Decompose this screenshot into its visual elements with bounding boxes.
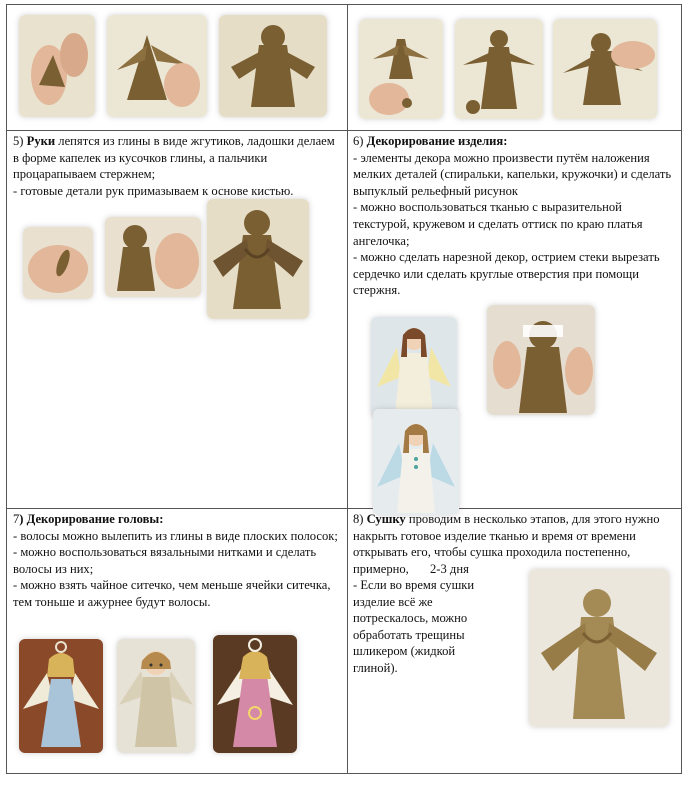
step5-title: Руки xyxy=(26,134,56,148)
step6-title: Декорирование изделия: xyxy=(366,134,508,148)
step8-title: Сушку xyxy=(366,512,406,526)
step8-text-bottom xyxy=(353,577,493,677)
photo-wings-1 xyxy=(359,19,443,119)
photo-hands-1 xyxy=(23,227,93,299)
step7-text xyxy=(13,511,341,611)
step5-text xyxy=(13,133,341,199)
photo-body-shaping-2 xyxy=(107,15,207,117)
step8-text xyxy=(353,511,679,577)
photo-head-angel-2 xyxy=(117,639,195,753)
photo-hands-2 xyxy=(105,217,201,297)
step5-number: 5) xyxy=(13,134,27,148)
photo-head-angel-3 xyxy=(213,635,297,753)
step8-days: 2-3 дня xyxy=(429,561,469,576)
step7-number: 7 xyxy=(13,512,20,526)
step8-number: 8) xyxy=(353,512,367,526)
photo-wings-3 xyxy=(553,19,657,119)
step7-title: ) Декорирование головы: xyxy=(19,512,164,526)
photo-decor-angel-yellow xyxy=(371,317,457,417)
step5-body: лепятся из глины в виде жгутиков, ладошки делаем в форме капелек из кусочков глины, а пальчики процарапываем стержнем; - готовые детали рук примазываем к основе кистью. xyxy=(13,134,335,198)
photo-body-shaping-1 xyxy=(19,15,95,117)
column-divider xyxy=(347,5,348,773)
instruction-table xyxy=(6,4,682,774)
step6-number: 6) xyxy=(353,134,367,148)
photo-wings-2 xyxy=(455,19,543,119)
photo-head-angel-1 xyxy=(19,639,103,753)
step8-body-top: проводим в несколько этапов, для этого нужно накрыть готовое изделие тканью и время от времени открывать его, чтобы сушка проходила постепенно, примерно, xyxy=(353,512,660,576)
photo-body-shaping-3 xyxy=(219,15,327,117)
step6-text xyxy=(353,133,681,299)
step8-body-bottom: - Если во время сушки изделие всё же потрескалось, можно обработать трещины шликером (жидкой глиной). xyxy=(353,578,475,675)
photo-decor-angel-blue xyxy=(373,409,459,515)
row-divider xyxy=(7,130,681,131)
row-divider xyxy=(7,508,681,509)
photo-decor-lace xyxy=(487,305,595,415)
step7-body: - волосы можно вылепить из глины в виде плоских полосок; - можно воспользоваться вязальными нитками и сделать волосы из них; - можно взять чайное ситечко, чем меньше ячейки ситечка, тем тоньше и ажурнее будут волосы. xyxy=(13,528,338,609)
step6-body: - элементы декора можно произвести путём наложения мелких деталей (спиральки, капельки, кружочки) и сделать выпуклый рельефный рисунок - можно воспользоваться тканью с выразительной текстурой, кружевом и сделать оттиск по краю платья ангелочка; - можно сделать нарезной декор, острием стеки вырезать сердечко или сделать круглые отверстия при помощи стержня. xyxy=(353,150,672,298)
photo-dried-angel xyxy=(529,569,669,727)
photo-hands-3 xyxy=(207,199,309,319)
